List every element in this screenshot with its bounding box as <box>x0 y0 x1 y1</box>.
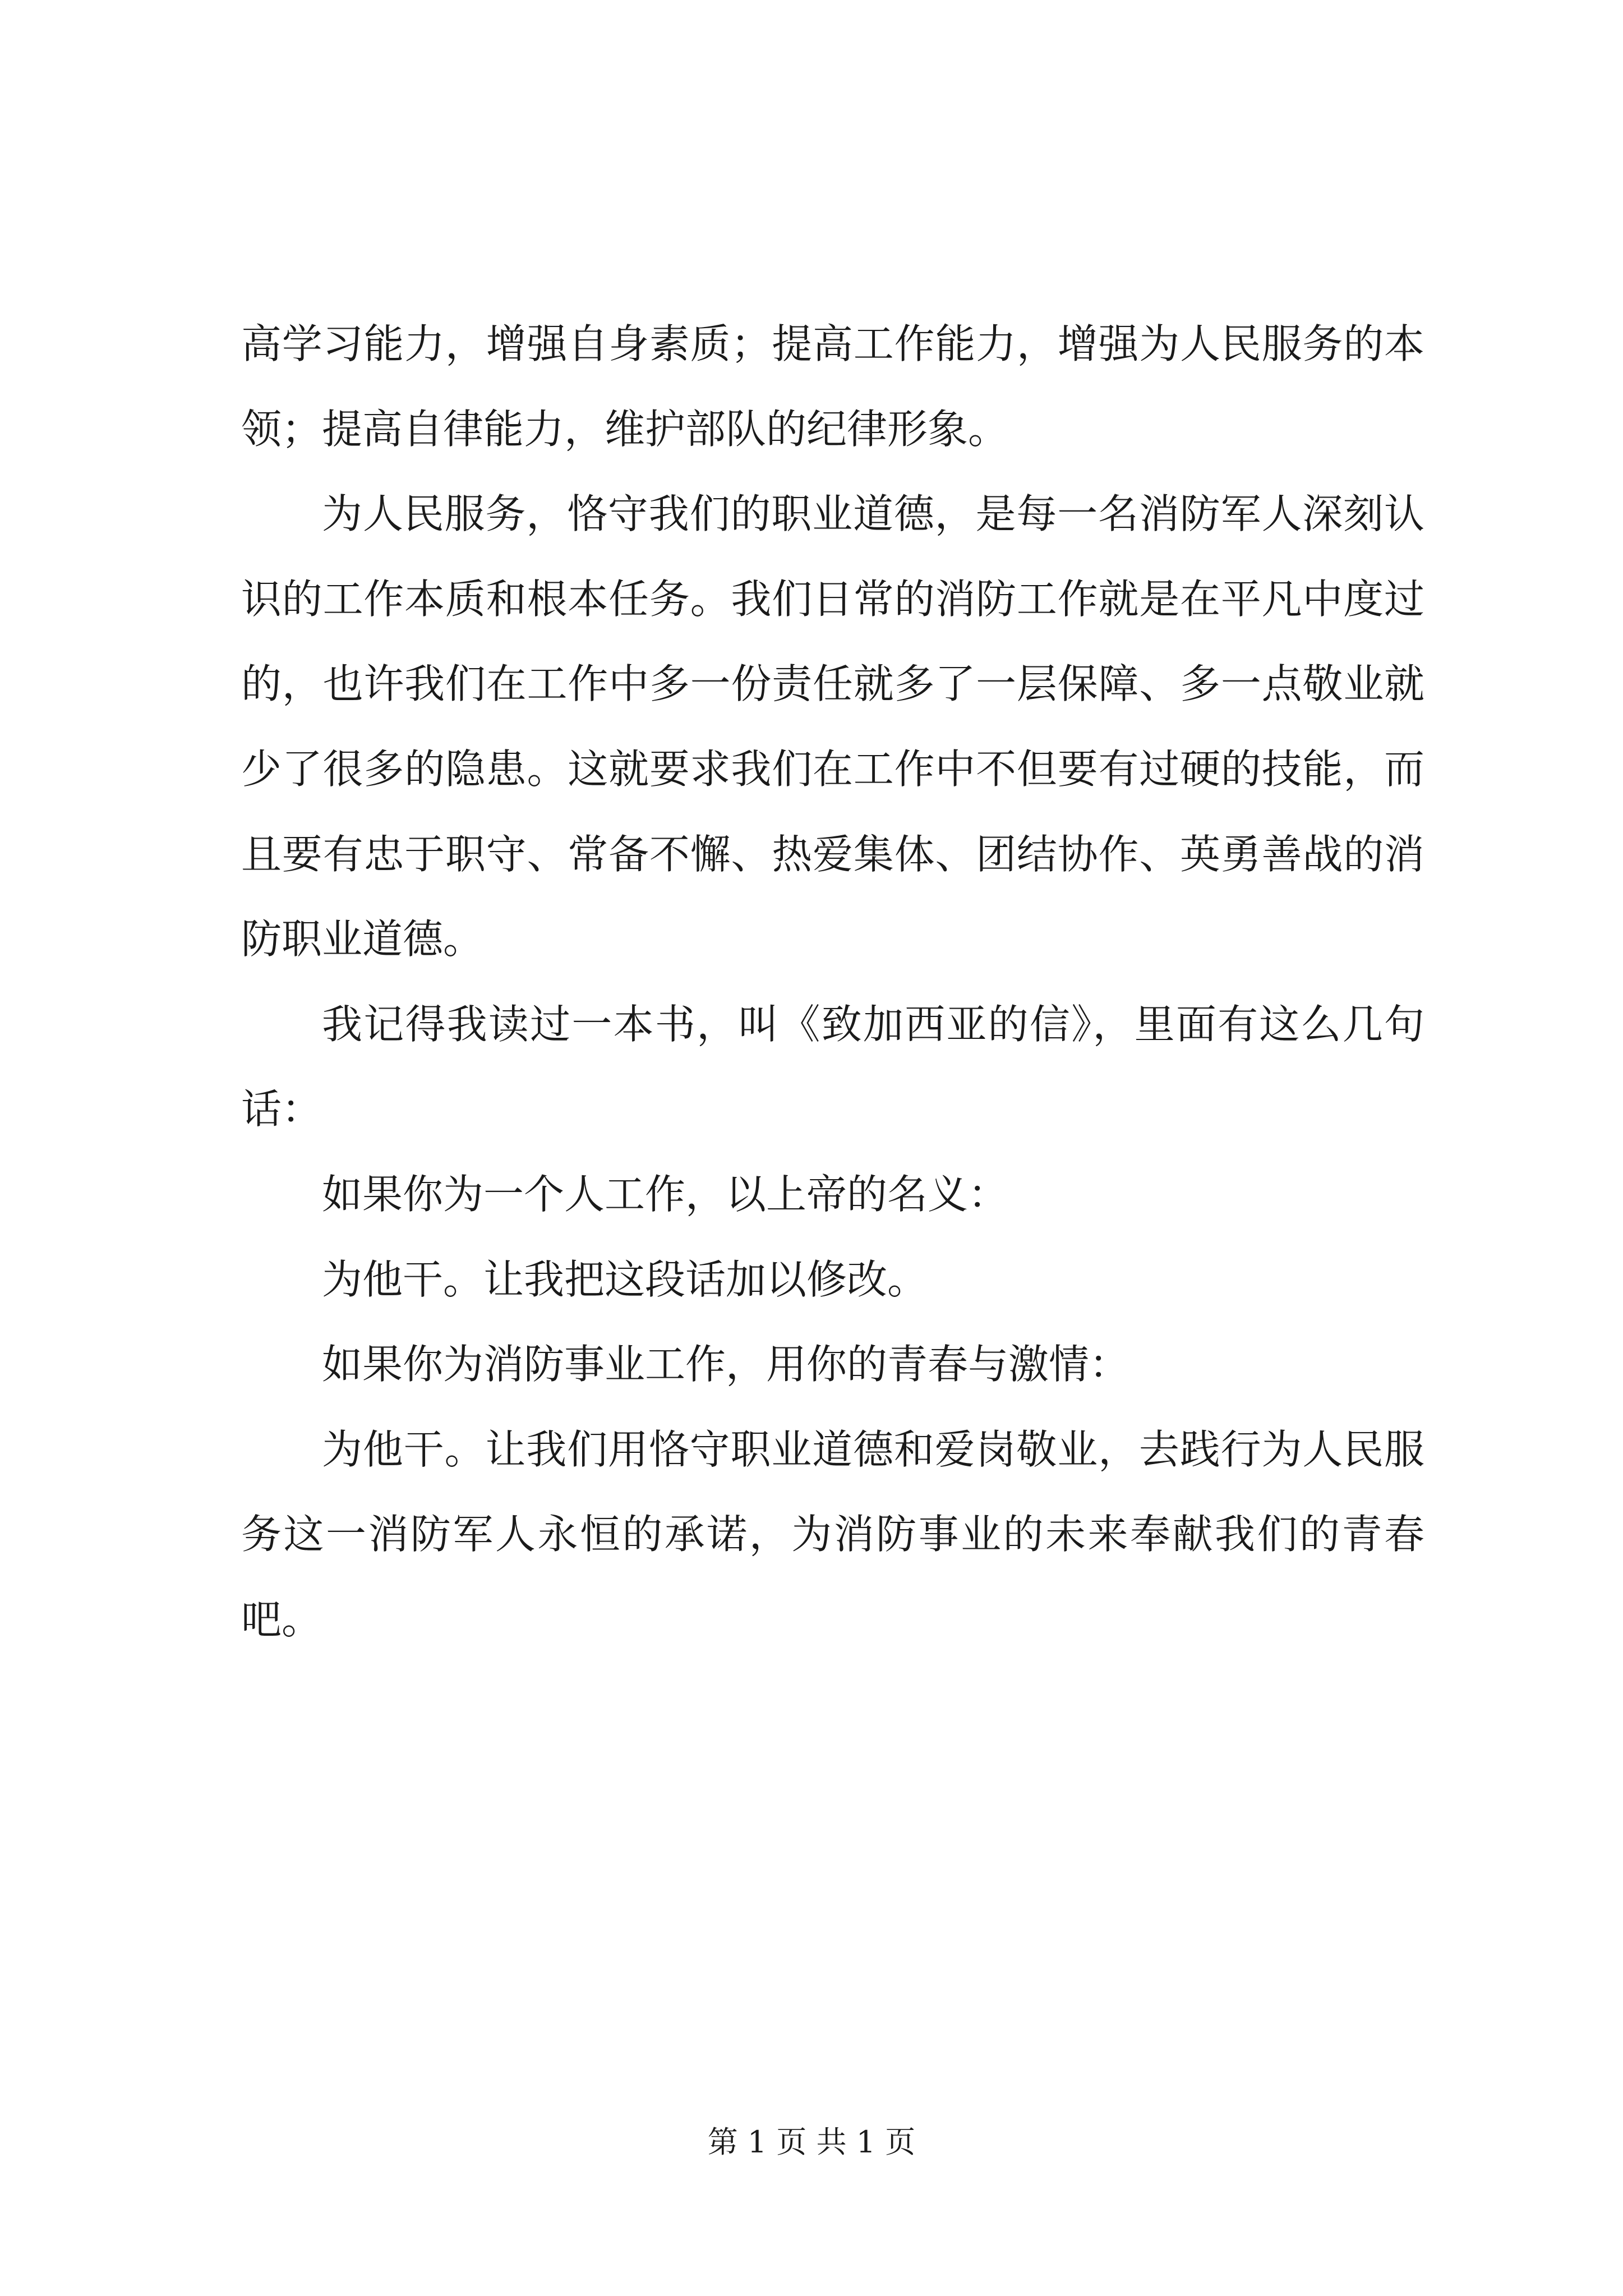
paragraph-4: 如果你为一个人工作，以上帝的名义： <box>322 1170 1009 1218</box>
page-footer: 第 1 页 共 1 页 <box>707 2124 916 2160</box>
paragraph-7: 为他干。让我们用恪守职业道德和爱岗敬业，去践行为人民服务这一消防军人永恒的承诺，为消防事业的未来奉献我们的青春吧。 <box>241 1425 1424 1643</box>
paragraph-2: 为人民服务，恪守我们的职业道德，是每一名消防军人深刻认识的工作本质和根本任务。我们日常的消防工作就是在平凡中度过的，也许我们在工作中多一份责任就多了一层保障、多一点敬业就少了很多的隐患。这就要求我们在工作中不但要有过硬的技能，而且要有忠于职守、常备不懈、热爱集体、团结协作、英勇善战的消防职业道德。 <box>241 490 1424 963</box>
paragraph-5: 为他干。让我把这段话加以修改。 <box>322 1255 928 1303</box>
paragraph-1: 高学习能力，增强自身素质；提高工作能力，增强为人民服务的本领；提高自律能力，维护部队的纪律形象。 <box>241 320 1424 453</box>
paragraph-6: 如果你为消防事业工作，用你的青春与激情： <box>322 1341 1130 1388</box>
paragraph-3: 我记得我读过一本书，叫《致加西亚的信》，里面有这么几句话： <box>241 1000 1424 1133</box>
body-text <box>241 302 1424 1663</box>
